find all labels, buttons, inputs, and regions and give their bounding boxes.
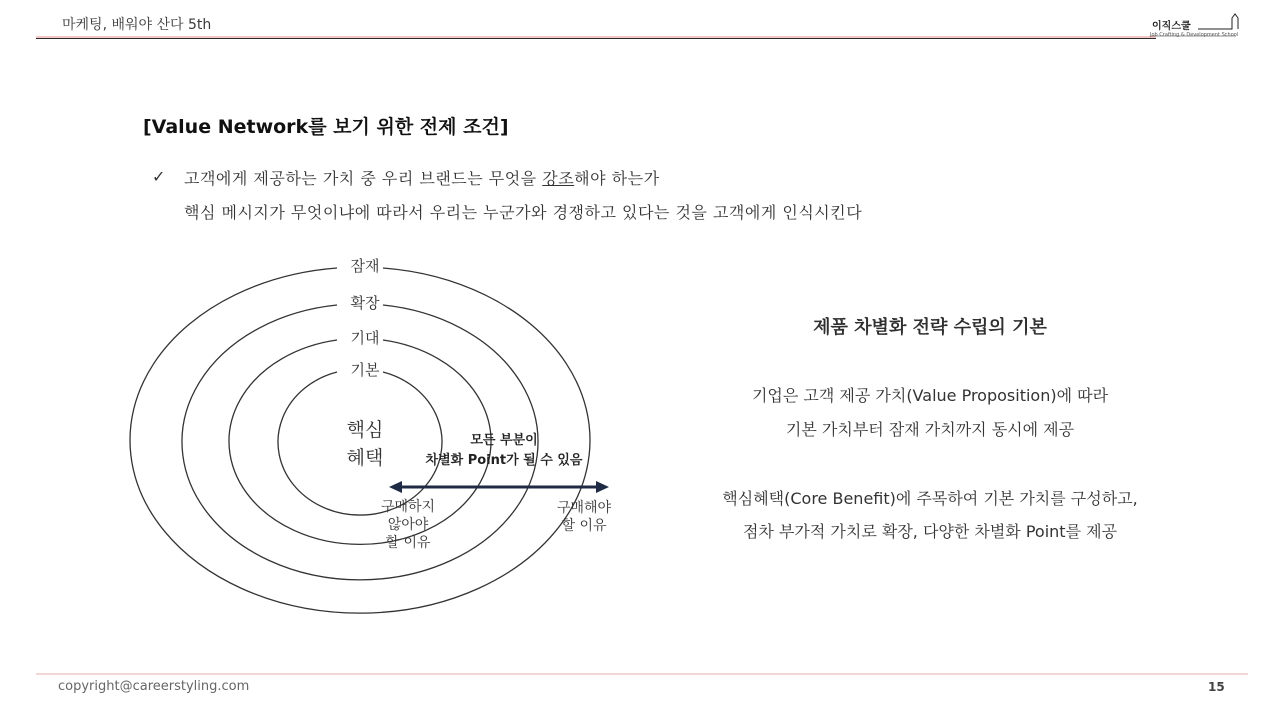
footer-accent-line bbox=[36, 673, 1248, 675]
ring-label-basic: 기본 bbox=[350, 361, 380, 379]
double-arrow bbox=[389, 481, 609, 493]
reason-not-buy-line-1: 구매하지 bbox=[380, 499, 436, 515]
section-title: [Value Network를 보기 위한 전제 조건] bbox=[143, 116, 509, 138]
bullet-text-2: 핵심 메시지가 무엇이냐에 따라서 우리는 누군가와 경쟁하고 있다는 것을 고객에게 인식시킨다 bbox=[184, 203, 863, 222]
panel-line-2: 기본 가치부터 잠재 가치까지 동시에 제공 bbox=[785, 420, 1075, 439]
ring-label-expected: 기대 bbox=[350, 329, 380, 347]
logo-text: 이직스쿨 bbox=[1152, 21, 1191, 32]
reason-not-buy-line-3: 할 이유 bbox=[385, 535, 431, 551]
logo-subtext: Job Crafting & Development School bbox=[1150, 32, 1239, 38]
center-note-line-1: 모든 부분이 bbox=[470, 433, 538, 448]
panel-line-3: 핵심혜택(Core Benefit)에 주목하여 기본 가치를 구성하고, bbox=[722, 489, 1138, 508]
panel-line-1: 기업은 고객 제공 가치(Value Proposition)에 따라 bbox=[751, 386, 1109, 405]
ring-basic bbox=[278, 372, 442, 515]
ring-label-augmented: 확장 bbox=[350, 294, 380, 312]
page-number: 15 bbox=[1208, 680, 1225, 694]
panel-line-4: 점차 부가적 가치로 확장, 다양한 차별화 Point를 제공 bbox=[742, 522, 1118, 541]
bullet-text-1: 고객에게 제공하는 가치 중 우리 브랜드는 무엇을 강조해야 하는가 bbox=[184, 169, 660, 188]
deck-title: 마케팅, 배워야 산다 5th bbox=[62, 17, 212, 33]
reason-not-buy-line-2: 않아야 bbox=[387, 517, 429, 533]
checkmark-icon: ✓ bbox=[152, 167, 166, 186]
core-benefit-label-1: 핵심 bbox=[346, 419, 384, 441]
center-note-line-2: 차별화 Point가 될 수 있음 bbox=[425, 453, 583, 468]
panel-title: 제품 차별화 전략 수립의 기본 bbox=[813, 317, 1047, 338]
core-benefit-label-2: 혜택 bbox=[346, 447, 384, 469]
reason-to-buy-line-2: 할 이유 bbox=[561, 518, 607, 534]
ring-label-potential: 잠재 bbox=[350, 257, 380, 275]
emphasis-word: 강조 bbox=[542, 169, 575, 188]
copyright-text: copyright@careerstyling.com bbox=[58, 679, 250, 694]
reason-to-buy-line-1: 구매해야 bbox=[556, 500, 612, 516]
